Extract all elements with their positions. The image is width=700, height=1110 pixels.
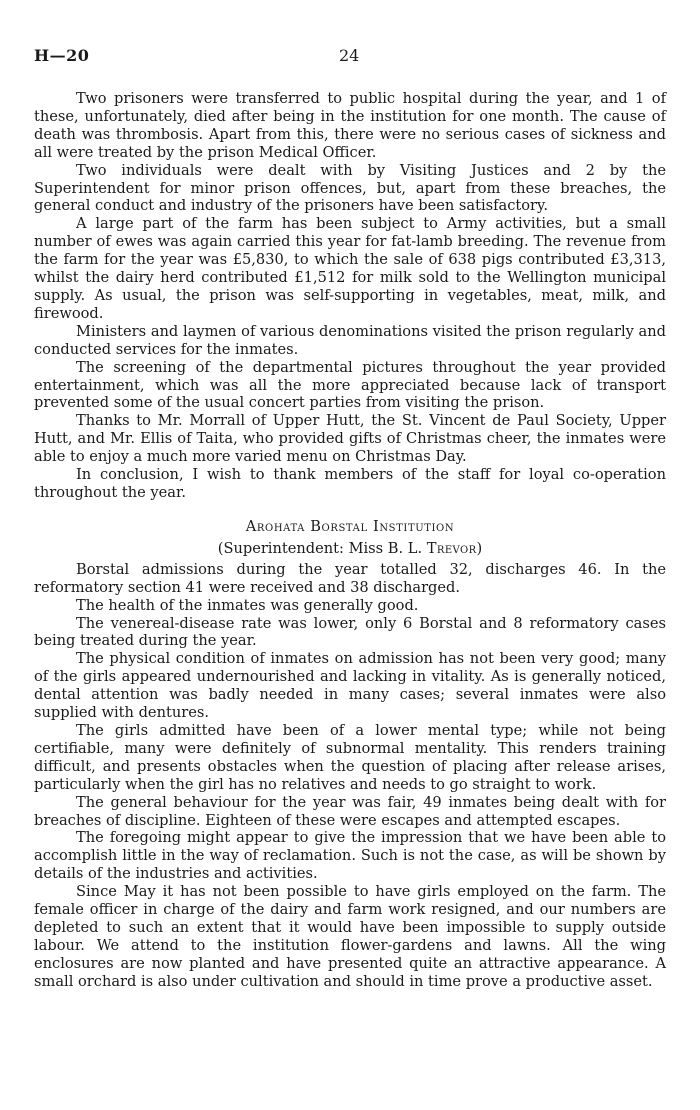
paragraph-ministers: Ministers and laymen of various denominations visited the prison regularly and conducted services for the inmates. xyxy=(34,322,666,358)
paragraph-farm-revenue: A large part of the farm has been subject to Army activities, but a small number of ewes was again carried this year for fat-lamb breeding. The revenue from the farm for the year was £5,830, to which the sale of 638 pigs contributed £3,313, whilst the dairy herd contributed £1,512 for milk sold to the Wellington municipal supply. As usual, the prison was self-supporting in vegetables, meat, milk, and firewood. xyxy=(34,215,666,322)
paragraph-pictures: The screening of the departmental pictures throughout the year provided entertainment, which was all the more appreciated because lack of transport prevented some of the usual concert parties from visiting the prison. xyxy=(34,358,666,412)
paragraph-prison-offences: Two individuals were dealt with by Visiting Justices and 2 by the Superintendent for minor prison offences, but, apart from these breaches, the general conduct and industry of the prisoners have been satisfactory. xyxy=(34,161,666,215)
superintendent-prefix: (Superintendent: Miss B. L. xyxy=(217,539,427,557)
report-reference: H—20 xyxy=(34,46,90,65)
paragraph-conclusion: In conclusion, I wish to thank members of the staff for loyal co-operation throughout the year. xyxy=(34,466,666,501)
section-subheading xyxy=(34,540,666,558)
paragraph-farm-work: Since May it has not been possible to have girls employed on the farm. The female officer in charge of the dairy and farm work resigned, and our numbers are depleted to such an extent that it would have been impossible to supply outside labour. We attend to the institution flower-gardens and lawns. All the wing enclosures are now planted and have presented quite an attractive appearance. A small orchard is also under cultivation and should in time prove a productive asset. xyxy=(34,883,666,990)
page-header xyxy=(34,46,666,68)
paragraph-hospital-transfers: Two prisoners were transferred to public hospital during the year, and 1 of these, unfortunately, died after being in the institution for one month. The cause of death was thrombosis. Apart from this, there were no serious cases of sickness and all were treated by the prison Medical Officer. xyxy=(34,90,666,161)
superintendent-name: Trevor xyxy=(426,539,477,557)
document-body xyxy=(34,90,666,991)
page-number: 24 xyxy=(339,46,360,65)
paragraph-admissions: Borstal admissions during the year totalled 32, discharges 46. In the reformatory section 41 were received and 38 discharged. xyxy=(34,560,666,596)
paragraph-mental-type: The girls admitted have been of a lower mental type; while not being certifiable, many were definitely of subnormal mentality. This renders training difficult, and presents obstacles when the question of placing after release arises, particularly when the girl has no relatives and needs to go straight to work. xyxy=(34,722,666,793)
paragraph-reclamation: The foregoing might appear to give the impression that we have been able to accomplish little in the way of reclamation. Such is not the case, as will be shown by details of the industries and activities. xyxy=(34,829,666,883)
section-heading: Arohata Borstal Institution xyxy=(245,517,455,535)
paragraph-behaviour: The general behaviour for the year was fair, 49 inmates being dealt with for breaches of discipline. Eighteen of these were escapes and attempted escapes. xyxy=(34,793,666,829)
paragraph-physical-condition: The physical condition of inmates on admission has not been very good; many of the girls appeared undernourished and lacking in vitality. As is generally noticed, dental attention was badly needed in many cases; several inmates were also supplied with dentures. xyxy=(34,650,666,722)
superintendent-suffix: ) xyxy=(476,539,483,557)
paragraph-venereal-disease: The venereal-disease rate was lower, only 6 Borstal and 8 reformatory cases being treated during the year. xyxy=(34,614,666,650)
paragraph-christmas-thanks: Thanks to Mr. Morrall of Upper Hutt, the St. Vincent de Paul Society, Upper Hutt, and Mr. Ellis of Taita, who provided gifts of Christmas cheer, the inmates were able to enjoy a much more varied menu on Christmas Day. xyxy=(34,412,666,466)
paragraph-health: The health of the inmates was generally good. xyxy=(76,596,419,614)
